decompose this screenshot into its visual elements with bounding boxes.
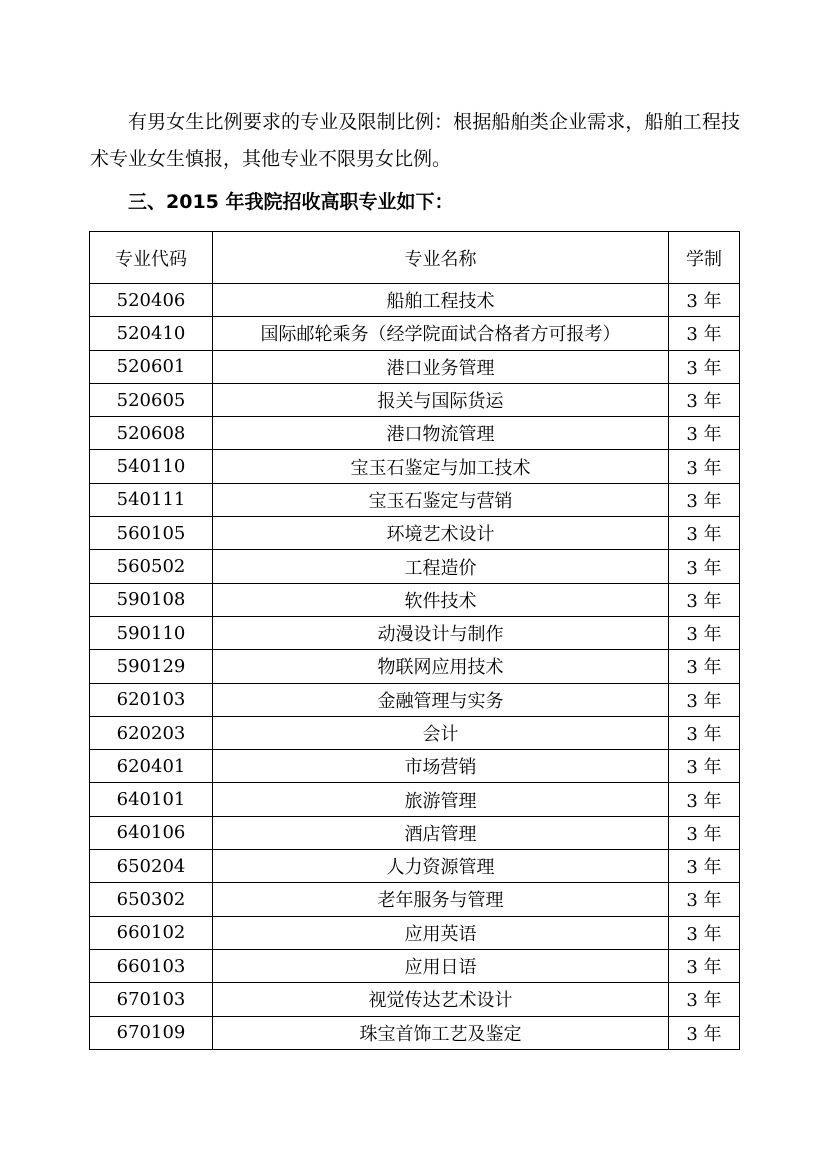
major-code-cell: 640101 [90, 783, 213, 816]
table-row [90, 417, 740, 450]
major-name-cell: 报关与国际货运 [213, 383, 669, 416]
major-name-cell: 软件技术 [213, 583, 669, 616]
table-row [90, 883, 740, 916]
duration-cell: 3 年 [669, 983, 740, 1016]
major-name-cell: 国际邮轮乘务（经学院面试合格者方可报考） [213, 317, 669, 350]
header-code: 专业代码 [90, 232, 213, 284]
major-code-cell: 590110 [90, 616, 213, 649]
duration-cell: 3 年 [669, 450, 740, 483]
major-code-cell: 620103 [90, 683, 213, 716]
table-row [90, 750, 740, 783]
major-code-cell: 620203 [90, 716, 213, 749]
major-name-cell: 宝玉石鉴定与营销 [213, 483, 669, 516]
duration-cell: 3 年 [669, 783, 740, 816]
table-row [90, 650, 740, 683]
duration-cell: 3 年 [669, 1016, 740, 1049]
table-row [90, 450, 740, 483]
duration-cell: 3 年 [669, 383, 740, 416]
majors-table-body [90, 284, 740, 1050]
major-code-cell: 660103 [90, 949, 213, 982]
major-name-cell: 珠宝首饰工艺及鉴定 [213, 1016, 669, 1049]
table-row [90, 616, 740, 649]
major-code-cell: 590129 [90, 650, 213, 683]
table-row [90, 683, 740, 716]
major-code-cell: 650302 [90, 883, 213, 916]
major-name-cell: 人力资源管理 [213, 850, 669, 883]
duration-cell: 3 年 [669, 683, 740, 716]
table-row [90, 850, 740, 883]
section-heading: 三、2015 年我院招收高职专业如下： [128, 191, 454, 213]
table-header-row [90, 232, 740, 284]
table-row [90, 284, 740, 317]
table-row [90, 350, 740, 383]
table-row [90, 483, 740, 516]
major-name-cell: 酒店管理 [213, 816, 669, 849]
major-code-cell: 620401 [90, 750, 213, 783]
major-name-cell: 港口物流管理 [213, 417, 669, 450]
duration-cell: 3 年 [669, 816, 740, 849]
major-name-cell: 视觉传达艺术设计 [213, 983, 669, 1016]
majors-table [89, 231, 740, 1050]
major-name-cell: 旅游管理 [213, 783, 669, 816]
duration-cell: 3 年 [669, 949, 740, 982]
major-name-cell: 船舶工程技术 [213, 284, 669, 317]
duration-cell: 3 年 [669, 317, 740, 350]
duration-cell: 3 年 [669, 350, 740, 383]
table-row [90, 550, 740, 583]
table-row [90, 716, 740, 749]
major-code-cell: 520608 [90, 417, 213, 450]
table-row [90, 816, 740, 849]
duration-cell: 3 年 [669, 483, 740, 516]
major-code-cell: 560502 [90, 550, 213, 583]
gender-ratio-paragraph: 有男女生比例要求的专业及限制比例：根据船舶类企业需求，船舶工程技术专业女生慎报，其他专业不限男女比例。 [90, 111, 740, 170]
duration-cell: 3 年 [669, 850, 740, 883]
table-row [90, 983, 740, 1016]
major-name-cell: 老年服务与管理 [213, 883, 669, 916]
major-name-cell: 物联网应用技术 [213, 650, 669, 683]
duration-cell: 3 年 [669, 550, 740, 583]
major-code-cell: 670103 [90, 983, 213, 1016]
major-code-cell: 640106 [90, 816, 213, 849]
table-row [90, 1016, 740, 1049]
table-row [90, 517, 740, 550]
major-name-cell: 环境艺术设计 [213, 517, 669, 550]
major-name-cell: 港口业务管理 [213, 350, 669, 383]
major-name-cell: 工程造价 [213, 550, 669, 583]
duration-cell: 3 年 [669, 616, 740, 649]
major-code-cell: 520410 [90, 317, 213, 350]
major-code-cell: 520406 [90, 284, 213, 317]
table-row [90, 317, 740, 350]
major-name-cell: 动漫设计与制作 [213, 616, 669, 649]
major-code-cell: 660102 [90, 916, 213, 949]
major-name-cell: 会计 [213, 716, 669, 749]
duration-cell: 3 年 [669, 883, 740, 916]
major-code-cell: 590108 [90, 583, 213, 616]
major-code-cell: 520605 [90, 383, 213, 416]
major-code-cell: 540111 [90, 483, 213, 516]
duration-cell: 3 年 [669, 517, 740, 550]
major-code-cell: 520601 [90, 350, 213, 383]
major-code-cell: 540110 [90, 450, 213, 483]
duration-cell: 3 年 [669, 750, 740, 783]
duration-cell: 3 年 [669, 417, 740, 450]
major-name-cell: 应用英语 [213, 916, 669, 949]
duration-cell: 3 年 [669, 284, 740, 317]
table-row [90, 783, 740, 816]
major-name-cell: 宝玉石鉴定与加工技术 [213, 450, 669, 483]
table-row [90, 949, 740, 982]
table-row [90, 916, 740, 949]
duration-cell: 3 年 [669, 716, 740, 749]
header-duration: 学制 [669, 232, 740, 284]
major-name-cell: 金融管理与实务 [213, 683, 669, 716]
header-name: 专业名称 [213, 232, 669, 284]
major-name-cell: 市场营销 [213, 750, 669, 783]
duration-cell: 3 年 [669, 650, 740, 683]
major-code-cell: 560105 [90, 517, 213, 550]
duration-cell: 3 年 [669, 916, 740, 949]
table-row [90, 383, 740, 416]
major-code-cell: 670109 [90, 1016, 213, 1049]
table-row [90, 583, 740, 616]
major-name-cell: 应用日语 [213, 949, 669, 982]
major-code-cell: 650204 [90, 850, 213, 883]
duration-cell: 3 年 [669, 583, 740, 616]
